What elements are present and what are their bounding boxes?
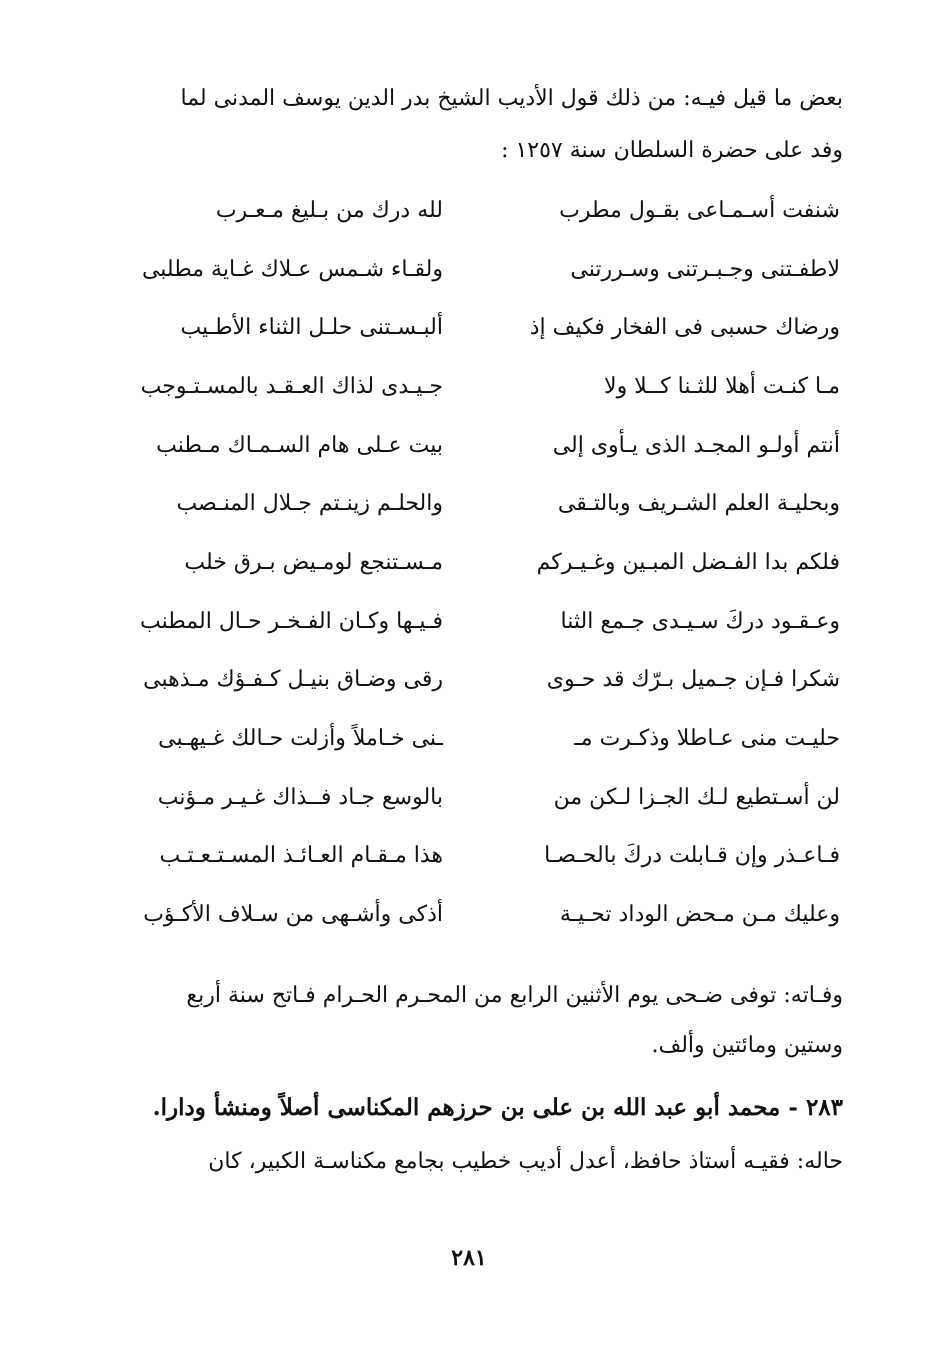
verse-second-hemistich: ولقـاء شـمس عـلاك غـاية مطلبى: [141, 256, 443, 282]
intro-line-1: بعض ما قيل فيـه: من ذلك قول الأديب الشيخ بدر الدين يوسف المدنى لما: [180, 86, 843, 111]
verse-second-hemistich: هذا مـقـام العـائـذ المسـتـعـتـب: [159, 843, 443, 869]
poem-verse: [108, 474, 840, 533]
verse-second-hemistich: لله درك من بـليغ مـعـرب: [215, 197, 443, 223]
poem-verse: [108, 181, 840, 240]
verse-first-hemistich: لاطفـتنى وجـبـرتنى وسـررتنى: [570, 256, 840, 282]
verse-first-hemistich: شكرا فـإن جـميل بـرّك قد حـوى: [546, 667, 840, 693]
poem: [108, 181, 840, 944]
verse-first-hemistich: لن أسـتطيع لـك الجـزا لـكن من: [553, 784, 840, 810]
verse-first-hemistich: فلكم بدا الفـضل المبـين وغـيـركم: [536, 549, 840, 575]
entry-line-1: حاله: فقيـه أستاذ حافظ، أعدل أديب خطيب بجامع مكناسـة الكبير، كان: [208, 1149, 843, 1174]
verse-first-hemistich: مـا كنـت أهلا للثـنا كــلا ولا: [604, 373, 840, 399]
verse-first-hemistich: وبحليـة العلم الشـريف وبالتـقى: [557, 491, 840, 517]
poem-verse: [108, 827, 840, 886]
verse-first-hemistich: أنتم أولـو المجـد الذى يـأوى إلى: [552, 432, 840, 458]
page-number: ٢٨١: [451, 1245, 487, 1271]
verse-second-hemistich: مـسـتنجع لومـيض بـرق خلب: [184, 549, 443, 575]
poem-verse: [108, 533, 840, 592]
verse-first-hemistich: شنفت أسـمـاعى بقـول مطرب: [559, 197, 840, 223]
poem-verse: [108, 240, 840, 299]
verse-second-hemistich: والحلـم زينـتم جـلال المنـصب: [176, 491, 443, 517]
poem-verse: [108, 357, 840, 416]
verse-first-hemistich: وعليك مـن مـحض الوداد تحـيـة: [559, 902, 840, 928]
poem-verse: [108, 651, 840, 710]
verse-first-hemistich: وعـقـود دركَ سـيـدى جـمع الثنا: [560, 608, 840, 634]
verse-second-hemistich: رقى وضـاق بنيـل كـفـؤك مـذهبى: [143, 667, 443, 693]
verse-second-hemistich: جـيـدى لذاك العـقـد بالمسـتـوجب: [140, 373, 443, 399]
poem-verse: [108, 885, 840, 944]
verse-second-hemistich: بيت عـلى هام السـمـاك مـطنب: [156, 432, 443, 458]
death-line-2: وستين ومائتين وألف.: [651, 1033, 843, 1058]
verse-first-hemistich: فـاعـذر وإن قـابلت دركَ بالحـصـا: [544, 843, 840, 869]
intro-line-2: وفد على حضرة السلطان سنة ١٢٥٧ :: [501, 138, 843, 163]
entry-heading: ٢٨٣ - محمد أبو عبد الله بن على بن حرزهم المكناسى أصلاً ومنشأ ودارا.: [152, 1094, 843, 1121]
verse-second-hemistich: أذكى وأشـهى من سـلاف الأكـؤب: [143, 902, 443, 928]
poem-verse: [108, 298, 840, 357]
verse-first-hemistich: ورضاك حسبى فى الفخار فكيف إذ: [529, 315, 840, 341]
verse-second-hemistich: فـيـها وكـان الفـخـر حـال المطنب: [140, 608, 443, 634]
poem-verse: [108, 592, 840, 651]
poem-verse: [108, 709, 840, 768]
poem-verse: [108, 768, 840, 827]
verse-second-hemistich: بالوسع جـاد فــذاك غـيـر مـؤنب: [157, 784, 443, 810]
verse-first-hemistich: حليـت منى عـاطلا وذكـرت مـ: [574, 726, 840, 752]
death-line-1: وفـاته: توفى ضـحى يوم الأثنين الرابع من المحـرم الحـرام فـاتح سنة أربع: [186, 983, 843, 1008]
poem-verse: [108, 416, 840, 475]
verse-second-hemistich: ألبـسـتنى حلـل الثناء الأطـيب: [180, 315, 443, 341]
verse-second-hemistich: ـنى خـاملاً وأزلت حـالك غـيهـبى: [158, 726, 443, 752]
